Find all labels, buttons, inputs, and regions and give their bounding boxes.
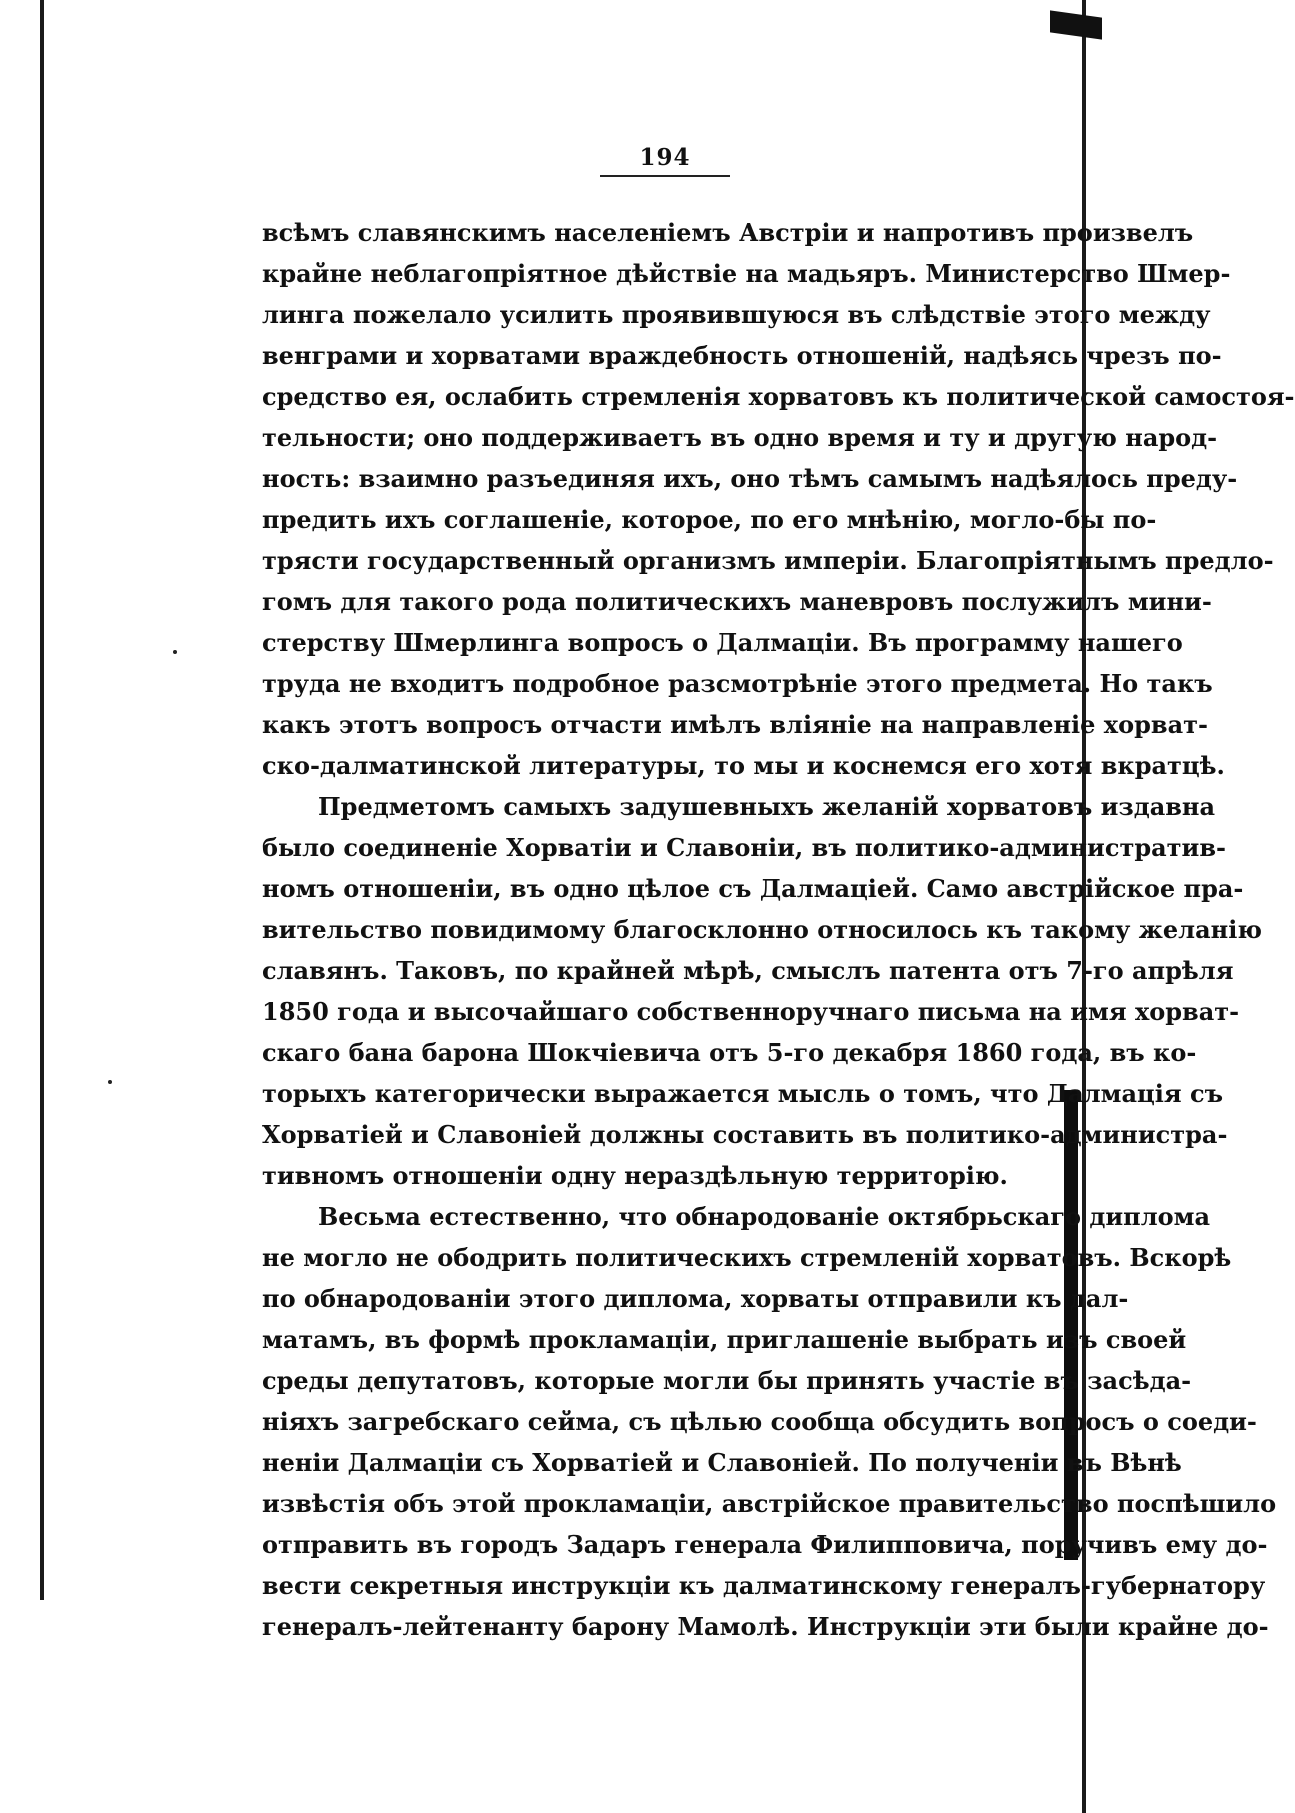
text-line: среды депутатовъ, которые могли бы принять участіе въ засѣда- [262,1366,1192,1395]
text-line: всѣмъ славянскимъ населеніемъ Австріи и напротивъ произвелъ [262,218,1194,247]
text-line: венграми и хорватами враждебность отношеній, надѣясь чрезъ по- [262,341,1222,370]
text-line: вительство повидимому благосклонно относилось къ такому желанію [262,915,1262,944]
text-line: славянъ. Таковъ, по крайней мѣрѣ, смыслъ патента отъ 7-го апрѣля [262,956,1234,985]
text-line: ніяхъ загребскаго сейма, съ цѣлью сообща обсудить вопросъ о соеди- [262,1407,1257,1436]
text-line: матамъ, въ формѣ прокламаціи, приглашеніе выбрать изъ своей [262,1325,1187,1354]
text-line: Предметомъ самыхъ задушевныхъ желаній хорватовъ издавна [318,792,1216,821]
text-line: извѣстія объ этой прокламаціи, австрійское правительство поспѣшило [262,1489,1277,1518]
text-line: какъ этотъ вопросъ отчасти имѣлъ вліяніе на направленіе хорват- [262,710,1208,739]
body-text [262,212,1295,1647]
text-line: вести секретныя инструкціи къ далматинскому генералъ-губернатору [262,1571,1266,1600]
text-line: не могло не ободрить политическихъ стремленій хорватовъ. Вскорѣ [262,1243,1232,1272]
text-line: отправить въ городъ Задаръ генерала Филипповича, поручивъ ему до- [262,1530,1268,1559]
text-line: по обнародованіи этого диплома, хорваты отправили къ дал- [262,1284,1129,1313]
text-line: средство ея, ослабить стремленія хорватовъ къ политической самостоя- [262,382,1295,411]
scan-left-edge-line [40,0,44,1600]
text-line: было соединеніе Хорватіи и Славоніи, въ политико-административ- [262,833,1226,862]
page-number: 194 [639,144,691,171]
paragraph [262,786,1262,1196]
page-number-underline [600,175,730,177]
text-line: скаго бана барона Шокчіевича отъ 5-го декабря 1860 года, въ ко- [262,1038,1197,1067]
text-line: генералъ-лейтенанту барону Мамолѣ. Инструкціи эти были крайне до- [262,1612,1269,1641]
text-line: тивномъ отношеніи одну нераздѣльную территорію. [262,1161,1008,1190]
text-line: трясти государственный организмъ имперіи. Благопріятнымъ предло- [262,546,1274,575]
text-line: номъ отношеніи, въ одно цѣлое съ Далмаціей. Само австрійское пра- [262,874,1244,903]
text-line: неніи Далмаціи съ Хорватіей и Славоніей. По полученіи въ Вѣнѣ [262,1448,1182,1477]
text-line: торыхъ категорически выражается мысль о томъ, что Далмація съ [262,1079,1224,1108]
text-line: крайне неблагопріятное дѣйствіе на мадьяръ. Министерство Шмер- [262,259,1231,288]
text-line: Весьма естественно, что обнародованіе октябрьскаго диплома [318,1202,1211,1231]
text-line: труда не входитъ подробное разсмотрѣніе этого предмета. Но такъ [262,669,1213,698]
text-line: ско-далматинской литературы, то мы и коснемся его хотя вкратцѣ. [262,751,1225,780]
scan-corner-mark [1050,10,1102,39]
text-line: ность: взаимно разъединяя ихъ, оно тѣмъ самымъ надѣялось преду- [262,464,1238,493]
text-line: Хорватіей и Славоніей должны составить въ политико-администра- [262,1120,1228,1149]
text-line: 1850 года и высочайшаго собственноручнаго письма на имя хорват- [262,997,1240,1026]
text-line: линга пожелало усилить проявившуюся въ слѣдствіе этого между [262,300,1211,329]
text-line: гомъ для такого рода политическихъ маневровъ послужилъ мини- [262,587,1212,616]
scan-speck [108,1080,112,1084]
text-line: тельности; оно поддерживаетъ въ одно время и ту и другую народ- [262,423,1218,452]
paragraph [262,1196,1277,1647]
text-line: предить ихъ соглашеніе, которое, по его мнѣнію, могло-бы по- [262,505,1157,534]
paragraph [262,212,1295,786]
scan-speck [173,650,177,654]
text-line: стерству Шмерлинга вопросъ о Далмаціи. Въ программу нашего [262,628,1183,657]
